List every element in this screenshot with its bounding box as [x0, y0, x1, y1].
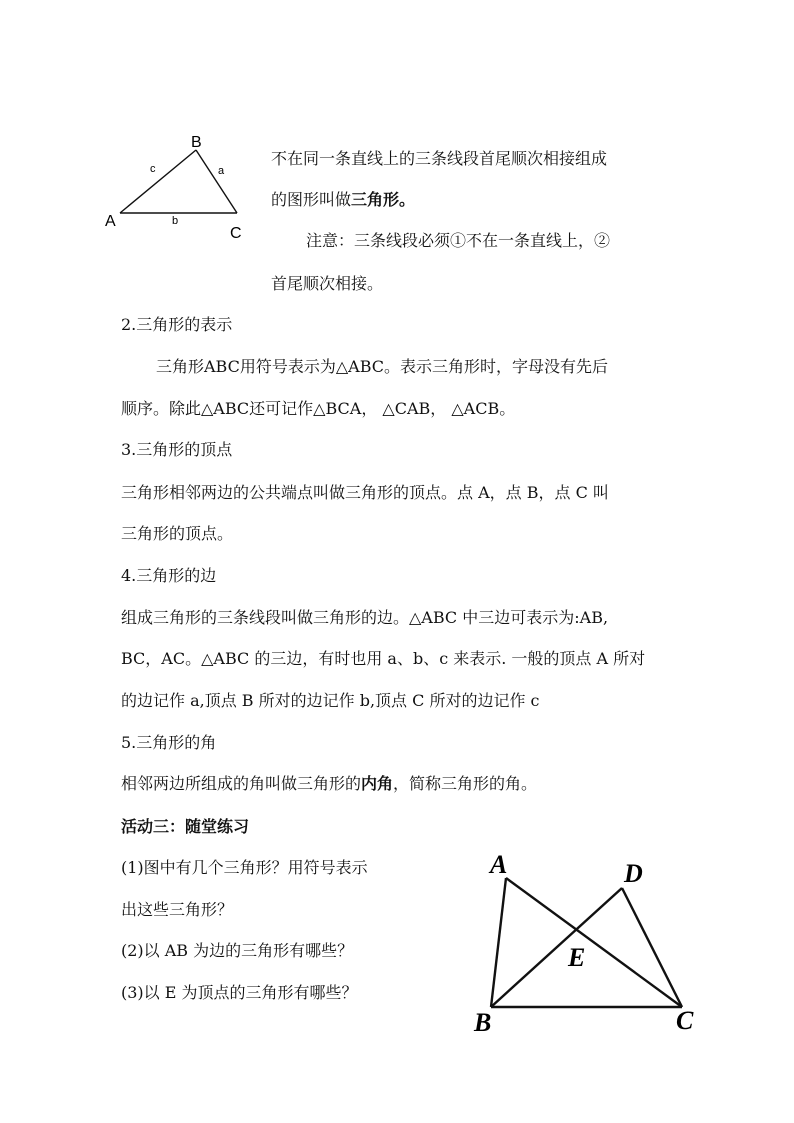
side-label-b: b [172, 215, 179, 227]
question-2: (2)以 AB 为边的三角形有哪些？ [121, 941, 354, 960]
side-c [120, 150, 196, 213]
label-a: A [490, 850, 508, 879]
section-4-heading: 4.三角形的边 [121, 566, 217, 585]
activity-heading: 活动三：随堂练习 [121, 817, 250, 836]
section-5-paragraph [121, 772, 537, 796]
label-d: D [624, 859, 643, 888]
label-e: E [568, 943, 586, 972]
section-2-paragraph-line-2: 顺序。除此△ABC还可记作△BCA， △CAB， △ACB。 [121, 399, 516, 418]
interior-angle-term: 内角 [361, 774, 394, 793]
note-line-2: 首尾顺次相接。 [271, 274, 384, 293]
triangle-term: 三角形。 [351, 190, 416, 209]
side-label-c: c [150, 163, 156, 175]
vertex-label-b: B [191, 134, 202, 151]
question-1-line-1: (1)图中有几个三角形？用符号表示 [121, 858, 368, 877]
section-3-paragraph-line-2: 三角形的顶点。 [121, 524, 234, 543]
note-line-1: 注意：三条线段必须①不在一条直线上，② [306, 231, 611, 250]
definition-line-2 [271, 188, 415, 212]
label-c: C [676, 1006, 694, 1035]
section-3-heading: 3.三角形的顶点 [121, 440, 233, 459]
definition-line-1: 不在同一条直线上的三条线段首尾顺次相接组成 [271, 149, 608, 168]
question-3: (3)以 E 为顶点的三角形有哪些？ [121, 983, 358, 1002]
segment-ab [491, 878, 506, 1007]
section-5-heading: 5.三角形的角 [121, 733, 217, 752]
triangle-abc-figure [100, 128, 250, 238]
segment-ac [506, 878, 682, 1007]
section-4-paragraph-line-2: BC，AC。△ABC 的三边，有时也用 a、b、c 来表示. 一般的顶点 A 所对 [121, 649, 646, 668]
section-4-paragraph-line-3: 的边记作 a,顶点 B 所对的边记作 b,顶点 C 所对的边记作 c [121, 691, 540, 710]
section-2-paragraph-line-1: 三角形ABC用符号表示为△ABC。表示三角形时，字母没有先后 [156, 357, 609, 376]
section-3-paragraph-line-1: 三角形相邻两边的公共端点叫做三角形的顶点。点 A，点 B，点 C 叫 [121, 483, 609, 502]
section-2-heading: 2.三角形的表示 [121, 315, 233, 334]
side-label-a: a [218, 165, 225, 177]
side-a [196, 150, 237, 213]
definition-text: 的图形叫做 [271, 190, 352, 209]
vertex-label-a: A [105, 213, 116, 230]
segment-dc [622, 888, 682, 1007]
section-4-paragraph-line-1: 组成三角形的三条线段叫做三角形的边。△ABC 中三边可表示为:AB, [121, 608, 609, 627]
vertex-label-c: C [230, 225, 242, 238]
label-b: B [474, 1008, 492, 1037]
exercise-figure [470, 845, 710, 1045]
question-1-line-2: 出这些三角形？ [121, 900, 234, 919]
section-5-text-pre: 相邻两边所组成的角叫做三角形的 [121, 774, 362, 793]
section-5-text-post: ，简称三角形的角。 [393, 774, 538, 793]
